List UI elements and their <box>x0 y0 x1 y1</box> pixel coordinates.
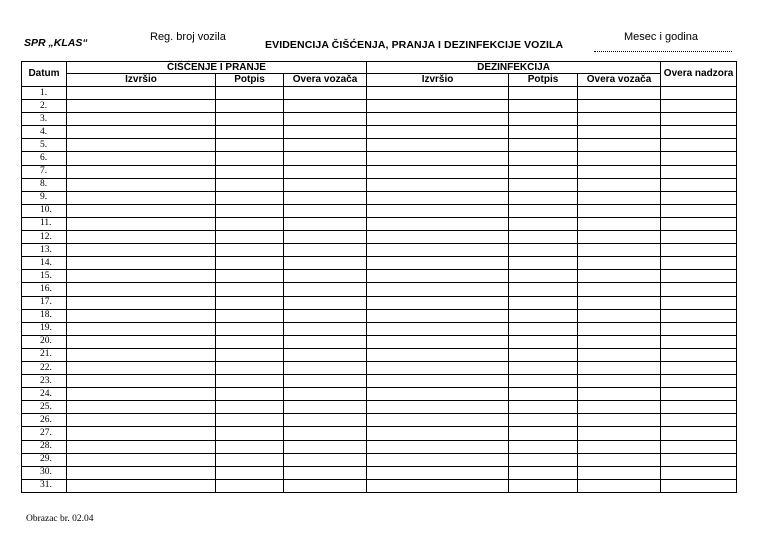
table-cell[interactable] <box>367 296 509 309</box>
table-cell[interactable] <box>578 270 661 283</box>
table-cell[interactable] <box>284 388 367 401</box>
row-day-number: 7. <box>22 165 67 178</box>
table-cell[interactable] <box>216 126 284 139</box>
table-cell[interactable] <box>284 244 367 257</box>
table-cell[interactable] <box>216 152 284 165</box>
table-cell[interactable] <box>67 217 216 230</box>
table-cell[interactable] <box>284 296 367 309</box>
table-cell[interactable] <box>284 479 367 492</box>
row-day-number: 18. <box>22 309 67 322</box>
table-cell[interactable] <box>509 388 578 401</box>
table-cell[interactable] <box>367 231 509 244</box>
table-cell[interactable] <box>216 401 284 414</box>
table-cell[interactable] <box>578 309 661 322</box>
table-cell[interactable] <box>509 414 578 427</box>
table-cell[interactable] <box>661 388 737 401</box>
table-cell[interactable] <box>509 348 578 361</box>
table-cell[interactable] <box>509 335 578 348</box>
table-cell[interactable] <box>216 139 284 152</box>
table-cell[interactable] <box>216 244 284 257</box>
table-cell[interactable] <box>578 348 661 361</box>
table-cell[interactable] <box>284 165 367 178</box>
row-day-number: 28. <box>22 440 67 453</box>
table-cell[interactable] <box>509 479 578 492</box>
table-cell[interactable] <box>509 440 578 453</box>
table-cell[interactable] <box>67 139 216 152</box>
table-cell[interactable] <box>509 309 578 322</box>
table-cell[interactable] <box>661 178 737 191</box>
table-cell[interactable] <box>367 348 509 361</box>
table-row <box>22 139 737 152</box>
table-cell[interactable] <box>284 322 367 335</box>
table-cell[interactable] <box>661 152 737 165</box>
table-cell[interactable] <box>67 322 216 335</box>
table-cell[interactable] <box>67 126 216 139</box>
table-cell[interactable] <box>509 113 578 126</box>
row-day-number: 19. <box>22 322 67 335</box>
header-cleaning-group: ČIŠĆENJE I PRANJE <box>67 62 367 74</box>
table-row <box>22 100 737 113</box>
table-cell[interactable] <box>661 466 737 479</box>
table-cell[interactable] <box>578 427 661 440</box>
table-cell[interactable] <box>578 388 661 401</box>
table-cell[interactable] <box>578 453 661 466</box>
table-cell[interactable] <box>216 204 284 217</box>
table-cell[interactable] <box>67 335 216 348</box>
table-row <box>22 126 737 139</box>
table-cell[interactable] <box>284 204 367 217</box>
table-cell[interactable] <box>284 217 367 230</box>
table-cell[interactable] <box>509 87 578 100</box>
table-cell[interactable] <box>67 178 216 191</box>
table-cell[interactable] <box>578 479 661 492</box>
table-cell[interactable] <box>578 165 661 178</box>
table-cell[interactable] <box>284 152 367 165</box>
row-day-number: 8. <box>22 178 67 191</box>
table-cell[interactable] <box>661 257 737 270</box>
header-disinfection-izvrsio: Izvršio <box>367 74 509 87</box>
table-cell[interactable] <box>67 257 216 270</box>
row-day-number: 9. <box>22 191 67 204</box>
table-cell[interactable] <box>509 217 578 230</box>
table-cell[interactable] <box>367 322 509 335</box>
header-disinfection-overa: Overa vozača <box>578 74 661 87</box>
table-cell[interactable] <box>216 440 284 453</box>
row-day-number: 14. <box>22 257 67 270</box>
table-cell[interactable] <box>578 257 661 270</box>
table-cell[interactable] <box>67 165 216 178</box>
form-number: Obrazac br. 02.04 <box>26 514 94 524</box>
table-cell[interactable] <box>661 309 737 322</box>
table-cell[interactable] <box>509 152 578 165</box>
table-cell[interactable] <box>67 204 216 217</box>
record-table <box>21 61 737 493</box>
document-title: EVIDENCIJA ČIŠĆENJA, PRANJA I DEZINFEKCIJE VOZILA <box>265 39 564 51</box>
table-row <box>22 283 737 296</box>
table-cell[interactable] <box>284 466 367 479</box>
table-cell[interactable] <box>367 375 509 388</box>
table-cell[interactable] <box>578 283 661 296</box>
table-cell[interactable] <box>284 375 367 388</box>
header-cleaning-izvrsio: Izvršio <box>67 74 216 87</box>
table-cell[interactable] <box>216 113 284 126</box>
table-row <box>22 375 737 388</box>
row-day-number: 21. <box>22 348 67 361</box>
table-cell[interactable] <box>367 87 509 100</box>
table-row <box>22 113 737 126</box>
table-cell[interactable] <box>578 335 661 348</box>
row-day-number: 25. <box>22 401 67 414</box>
table-cell[interactable] <box>284 453 367 466</box>
table-cell[interactable] <box>284 361 367 374</box>
table-cell[interactable] <box>661 126 737 139</box>
table-cell[interactable] <box>578 466 661 479</box>
table-cell[interactable] <box>578 217 661 230</box>
table-cell[interactable] <box>661 414 737 427</box>
table-cell[interactable] <box>367 152 509 165</box>
row-day-number: 29. <box>22 453 67 466</box>
row-day-number: 11. <box>22 217 67 230</box>
table-cell[interactable] <box>284 335 367 348</box>
table-cell[interactable] <box>67 440 216 453</box>
row-day-number: 15. <box>22 270 67 283</box>
row-day-number: 23. <box>22 375 67 388</box>
table-row <box>22 191 737 204</box>
table-cell[interactable] <box>578 113 661 126</box>
table-cell[interactable] <box>367 126 509 139</box>
table-cell[interactable] <box>509 283 578 296</box>
table-cell[interactable] <box>67 100 216 113</box>
table-cell[interactable] <box>578 126 661 139</box>
row-day-number: 3. <box>22 113 67 126</box>
table-cell[interactable] <box>67 453 216 466</box>
table-cell[interactable] <box>367 244 509 257</box>
table-cell[interactable] <box>509 257 578 270</box>
table-cell[interactable] <box>216 348 284 361</box>
table-cell[interactable] <box>216 191 284 204</box>
table-cell[interactable] <box>67 466 216 479</box>
table-row <box>22 348 737 361</box>
table-cell[interactable] <box>578 178 661 191</box>
table-row <box>22 165 737 178</box>
table-row <box>22 427 737 440</box>
table-cell[interactable] <box>661 375 737 388</box>
table-cell[interactable] <box>509 270 578 283</box>
table-row <box>22 178 737 191</box>
table-cell[interactable] <box>578 440 661 453</box>
table-cell[interactable] <box>578 361 661 374</box>
table-cell[interactable] <box>367 440 509 453</box>
table-cell[interactable] <box>216 427 284 440</box>
table-cell[interactable] <box>284 113 367 126</box>
table-cell[interactable] <box>661 139 737 152</box>
table-cell[interactable] <box>216 283 284 296</box>
row-day-number: 5. <box>22 139 67 152</box>
table-cell[interactable] <box>578 244 661 257</box>
table-cell[interactable] <box>367 191 509 204</box>
table-cell[interactable] <box>367 139 509 152</box>
table-cell[interactable] <box>661 217 737 230</box>
row-day-number: 4. <box>22 126 67 139</box>
table-row <box>22 270 737 283</box>
header-cleaning-overa: Overa vozača <box>284 74 367 87</box>
table-cell[interactable] <box>284 87 367 100</box>
table-cell[interactable] <box>367 217 509 230</box>
row-day-number: 10. <box>22 204 67 217</box>
table-cell[interactable] <box>661 231 737 244</box>
table-cell[interactable] <box>578 152 661 165</box>
table-cell[interactable] <box>216 388 284 401</box>
table-cell[interactable] <box>67 152 216 165</box>
table-cell[interactable] <box>367 100 509 113</box>
table-cell[interactable] <box>67 348 216 361</box>
table-row <box>22 257 737 270</box>
table-cell[interactable] <box>509 126 578 139</box>
table-cell[interactable] <box>509 361 578 374</box>
table-cell[interactable] <box>216 296 284 309</box>
table-cell[interactable] <box>367 466 509 479</box>
table-cell[interactable] <box>67 283 216 296</box>
table-row <box>22 361 737 374</box>
table-cell[interactable] <box>284 231 367 244</box>
row-day-number: 16. <box>22 283 67 296</box>
table-cell[interactable] <box>661 244 737 257</box>
table-row <box>22 87 737 100</box>
header-disinfection-potpis: Potpis <box>509 74 578 87</box>
row-day-number: 24. <box>22 388 67 401</box>
table-cell[interactable] <box>284 270 367 283</box>
header-cleaning-potpis: Potpis <box>216 74 284 87</box>
table-cell[interactable] <box>284 257 367 270</box>
row-day-number: 30. <box>22 466 67 479</box>
table-cell[interactable] <box>216 453 284 466</box>
reg-number-label: Reg. broj vozila <box>150 31 226 43</box>
table-row <box>22 152 737 165</box>
table-cell[interactable] <box>578 414 661 427</box>
table-cell[interactable] <box>367 388 509 401</box>
row-day-number: 22. <box>22 361 67 374</box>
row-day-number: 13. <box>22 244 67 257</box>
row-day-number: 6. <box>22 152 67 165</box>
table-cell[interactable] <box>509 165 578 178</box>
row-day-number: 17. <box>22 296 67 309</box>
table-row <box>22 479 737 492</box>
table-cell[interactable] <box>367 361 509 374</box>
table-cell[interactable] <box>367 479 509 492</box>
table-row <box>22 466 737 479</box>
table-cell[interactable] <box>661 440 737 453</box>
table-cell[interactable] <box>367 309 509 322</box>
table-cell[interactable] <box>509 401 578 414</box>
table-cell[interactable] <box>367 204 509 217</box>
table-cell[interactable] <box>216 479 284 492</box>
table-cell[interactable] <box>367 165 509 178</box>
table-cell[interactable] <box>661 427 737 440</box>
table-cell[interactable] <box>216 257 284 270</box>
table-cell[interactable] <box>367 453 509 466</box>
table-cell[interactable] <box>661 479 737 492</box>
table-cell[interactable] <box>661 453 737 466</box>
table-cell[interactable] <box>661 100 737 113</box>
table-cell[interactable] <box>67 401 216 414</box>
table-cell[interactable] <box>67 270 216 283</box>
table-cell[interactable] <box>367 335 509 348</box>
table-cell[interactable] <box>661 191 737 204</box>
table-cell[interactable] <box>509 322 578 335</box>
table-row <box>22 388 737 401</box>
table-cell[interactable] <box>67 231 216 244</box>
table-cell[interactable] <box>509 231 578 244</box>
table-cell[interactable] <box>367 283 509 296</box>
table-cell[interactable] <box>509 453 578 466</box>
table-cell[interactable] <box>284 126 367 139</box>
table-cell[interactable] <box>367 270 509 283</box>
row-day-number: 26. <box>22 414 67 427</box>
table-row <box>22 204 737 217</box>
table-cell[interactable] <box>509 427 578 440</box>
table-cell[interactable] <box>661 87 737 100</box>
table-row <box>22 335 737 348</box>
header-supervisor: Overa nadzora <box>661 62 737 87</box>
table-cell[interactable] <box>216 361 284 374</box>
table-cell[interactable] <box>216 217 284 230</box>
table-cell[interactable] <box>661 296 737 309</box>
row-day-number: 20. <box>22 335 67 348</box>
table-cell[interactable] <box>661 322 737 335</box>
table-cell[interactable] <box>67 388 216 401</box>
table-cell[interactable] <box>367 113 509 126</box>
table-cell[interactable] <box>367 178 509 191</box>
table-cell[interactable] <box>578 296 661 309</box>
table-row <box>22 231 737 244</box>
header-datum: Datum <box>22 62 67 87</box>
table-row <box>22 401 737 414</box>
table-cell[interactable] <box>661 165 737 178</box>
table-cell[interactable] <box>67 244 216 257</box>
table-cell[interactable] <box>284 100 367 113</box>
row-day-number: 1. <box>22 87 67 100</box>
table-row <box>22 414 737 427</box>
table-cell[interactable] <box>578 401 661 414</box>
table-cell[interactable] <box>661 335 737 348</box>
table-cell[interactable] <box>67 361 216 374</box>
table-cell[interactable] <box>661 361 737 374</box>
table-cell[interactable] <box>661 283 737 296</box>
table-cell[interactable] <box>661 113 737 126</box>
row-day-number: 12. <box>22 231 67 244</box>
month-year-dotted-line <box>594 51 732 52</box>
table-cell[interactable] <box>367 401 509 414</box>
table-cell[interactable] <box>509 178 578 191</box>
table-cell[interactable] <box>509 139 578 152</box>
table-cell[interactable] <box>216 100 284 113</box>
table-cell[interactable] <box>661 204 737 217</box>
table-row <box>22 244 737 257</box>
table-cell[interactable] <box>216 309 284 322</box>
company-name: SPR „KLAS“ <box>24 37 88 49</box>
table-row <box>22 309 737 322</box>
table-cell[interactable] <box>284 283 367 296</box>
table-cell[interactable] <box>284 139 367 152</box>
table-cell[interactable] <box>661 348 737 361</box>
table-cell[interactable] <box>216 375 284 388</box>
table-cell[interactable] <box>216 335 284 348</box>
table-cell[interactable] <box>67 414 216 427</box>
table-cell[interactable] <box>216 87 284 100</box>
table-cell[interactable] <box>67 375 216 388</box>
table-cell[interactable] <box>67 309 216 322</box>
table-cell[interactable] <box>216 231 284 244</box>
table-cell[interactable] <box>216 466 284 479</box>
table-cell[interactable] <box>509 204 578 217</box>
table-cell[interactable] <box>509 375 578 388</box>
table-cell[interactable] <box>67 427 216 440</box>
table-cell[interactable] <box>578 139 661 152</box>
table-cell[interactable] <box>67 191 216 204</box>
table-cell[interactable] <box>216 178 284 191</box>
table-cell[interactable] <box>367 414 509 427</box>
table-cell[interactable] <box>216 270 284 283</box>
table-cell[interactable] <box>509 191 578 204</box>
table-cell[interactable] <box>284 178 367 191</box>
table-cell[interactable] <box>67 87 216 100</box>
table-cell[interactable] <box>367 427 509 440</box>
table-cell[interactable] <box>284 348 367 361</box>
table-row <box>22 440 737 453</box>
table-cell[interactable] <box>509 244 578 257</box>
table-cell[interactable] <box>284 440 367 453</box>
month-year-label: Mesec i godina <box>624 31 698 43</box>
table-cell[interactable] <box>578 322 661 335</box>
table-cell[interactable] <box>578 231 661 244</box>
table-cell[interactable] <box>67 113 216 126</box>
table-cell[interactable] <box>661 270 737 283</box>
row-day-number: 2. <box>22 100 67 113</box>
table-row <box>22 217 737 230</box>
table-cell[interactable] <box>509 466 578 479</box>
table-cell[interactable] <box>509 296 578 309</box>
table-cell[interactable] <box>284 427 367 440</box>
table-row <box>22 453 737 466</box>
header-disinfection-group: DEZINFEKCIJA <box>367 62 661 74</box>
table-cell[interactable] <box>509 100 578 113</box>
table-cell[interactable] <box>216 165 284 178</box>
table-cell[interactable] <box>284 191 367 204</box>
table-cell[interactable] <box>367 257 509 270</box>
row-day-number: 27. <box>22 427 67 440</box>
table-cell[interactable] <box>216 414 284 427</box>
table-row <box>22 322 737 335</box>
table-cell[interactable] <box>578 204 661 217</box>
table-cell[interactable] <box>67 296 216 309</box>
table-cell[interactable] <box>578 87 661 100</box>
row-day-number: 31. <box>22 479 67 492</box>
table-cell[interactable] <box>284 309 367 322</box>
table-cell[interactable] <box>661 401 737 414</box>
table-cell[interactable] <box>284 414 367 427</box>
table-cell[interactable] <box>67 479 216 492</box>
table-cell[interactable] <box>216 322 284 335</box>
table-cell[interactable] <box>284 401 367 414</box>
table-cell[interactable] <box>578 375 661 388</box>
table-row <box>22 296 737 309</box>
table-cell[interactable] <box>578 191 661 204</box>
table-cell[interactable] <box>578 100 661 113</box>
